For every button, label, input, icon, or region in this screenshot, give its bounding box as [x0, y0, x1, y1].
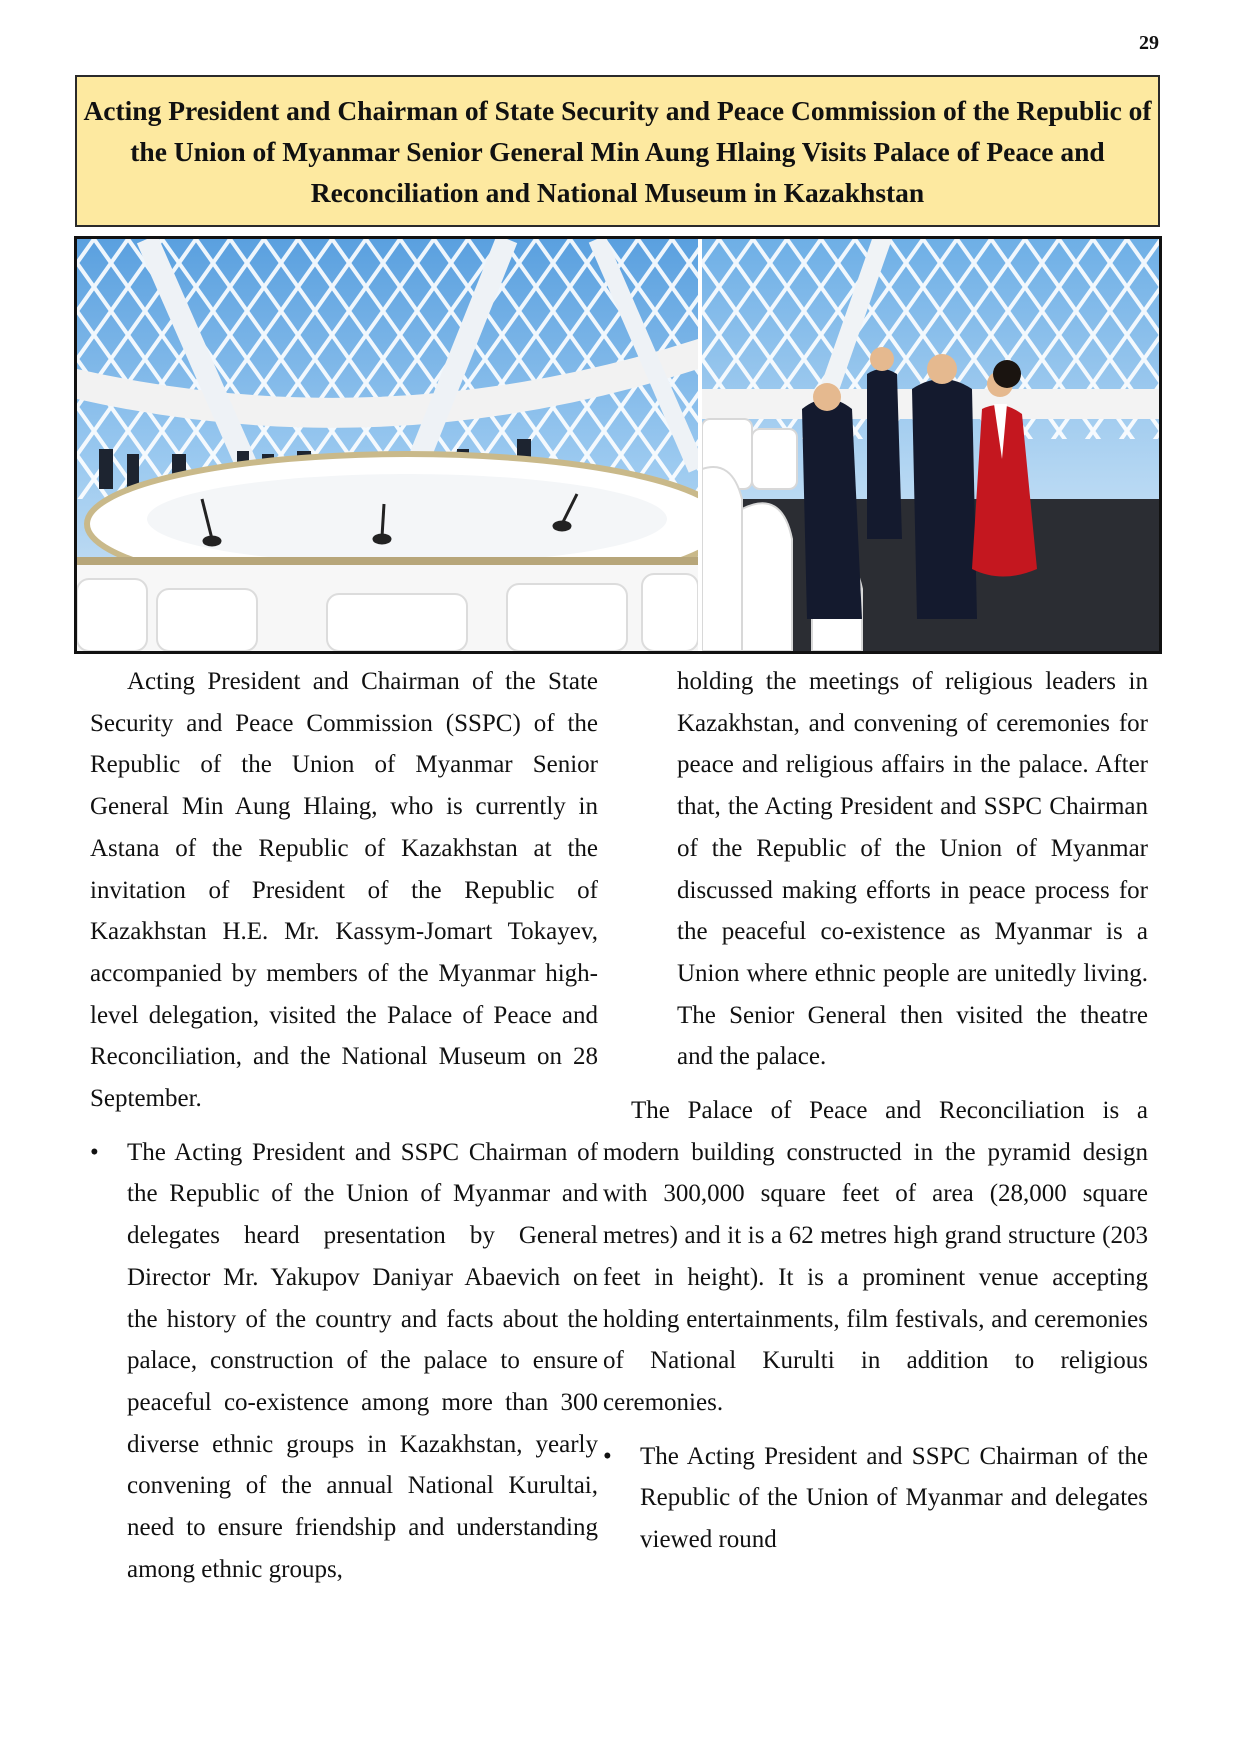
right-column [603, 661, 1148, 1561]
bullet-item-viewed-round [603, 1436, 1148, 1561]
page-number: 29 [1139, 32, 1159, 54]
left-column [90, 661, 598, 1590]
article-title-box [75, 75, 1160, 227]
bullet-text: The Acting President and SSPC Chairman of the Republic of the Union of Myanmar and delegates heard presentation by General Director Mr. Yakupov Daniyar Abaevich on the history of the country and facts about the palace, construction of the palace to ensure peaceful co-existence among more than 300 diverse ethnic groups in Kazakhstan, yearly convening of the annual National Kurultai, need to ensure friendship and understanding among ethnic groups, [127, 1138, 598, 1583]
delegation-image [702, 239, 1159, 651]
bullet-item-presentation [90, 1132, 598, 1591]
photo-conference-hall [77, 239, 698, 651]
conference-hall-image [77, 239, 698, 651]
photo-delegation-with-guide [702, 239, 1159, 651]
article-title: Acting President and Chairman of State Security and Peace Commission of the Republic of the Union of Myanmar Senior General Min Aung Hlaing Visits Palace of Peace and Reconciliation and National Museum in Kazakhstan [83, 94, 1152, 208]
bullet-continuation: holding the meetings of religious leaders in Kazakhstan, and convening of ceremonies for peace and religious affairs in the palace. After that, the Acting President and SSPC Chairman of the Republic of the Union of Myanmar discussed making efforts in peace process for the peaceful co-existence as Myanmar is a Union where ethnic people are unitedly living. The Senior General then visited the theatre and the palace. [677, 668, 1148, 1071]
palace-description-paragraph: The Palace of Peace and Reconciliation is a modern building constructed in the pyramid design with 300,000 square feet of area (28,000 square metres) and it is a 62 metres high grand structure (203 feet in height). It is a prominent venue accepting holding entertainments, film festivals, and ceremonies of National Kurulti in addition to religious ceremonies. [603, 1097, 1148, 1416]
intro-paragraph: Acting President and Chairman of the State Security and Peace Commission (SSPC) of the Republic of the Union of Myanmar Senior General Min Aung Hlaing, who is currently in Astana of the Republic of Kazakhstan at the invitation of President of the Republic of Kazakhstan H.E. Mr. Kassym-Jomart Tokayev, accompanied by members of the Myanmar high-level delegation, visited the Palace of Peace and Reconciliation, and the National Museum on 28 September. [90, 668, 598, 1113]
photo-frame [74, 236, 1162, 654]
bullet-text: The Acting President and SSPC Chairman of the Republic of the Union of Myanmar and delegates viewed round [640, 1442, 1148, 1554]
bullet-icon: • [603, 1442, 612, 1470]
bullet-icon: • [90, 1138, 99, 1166]
